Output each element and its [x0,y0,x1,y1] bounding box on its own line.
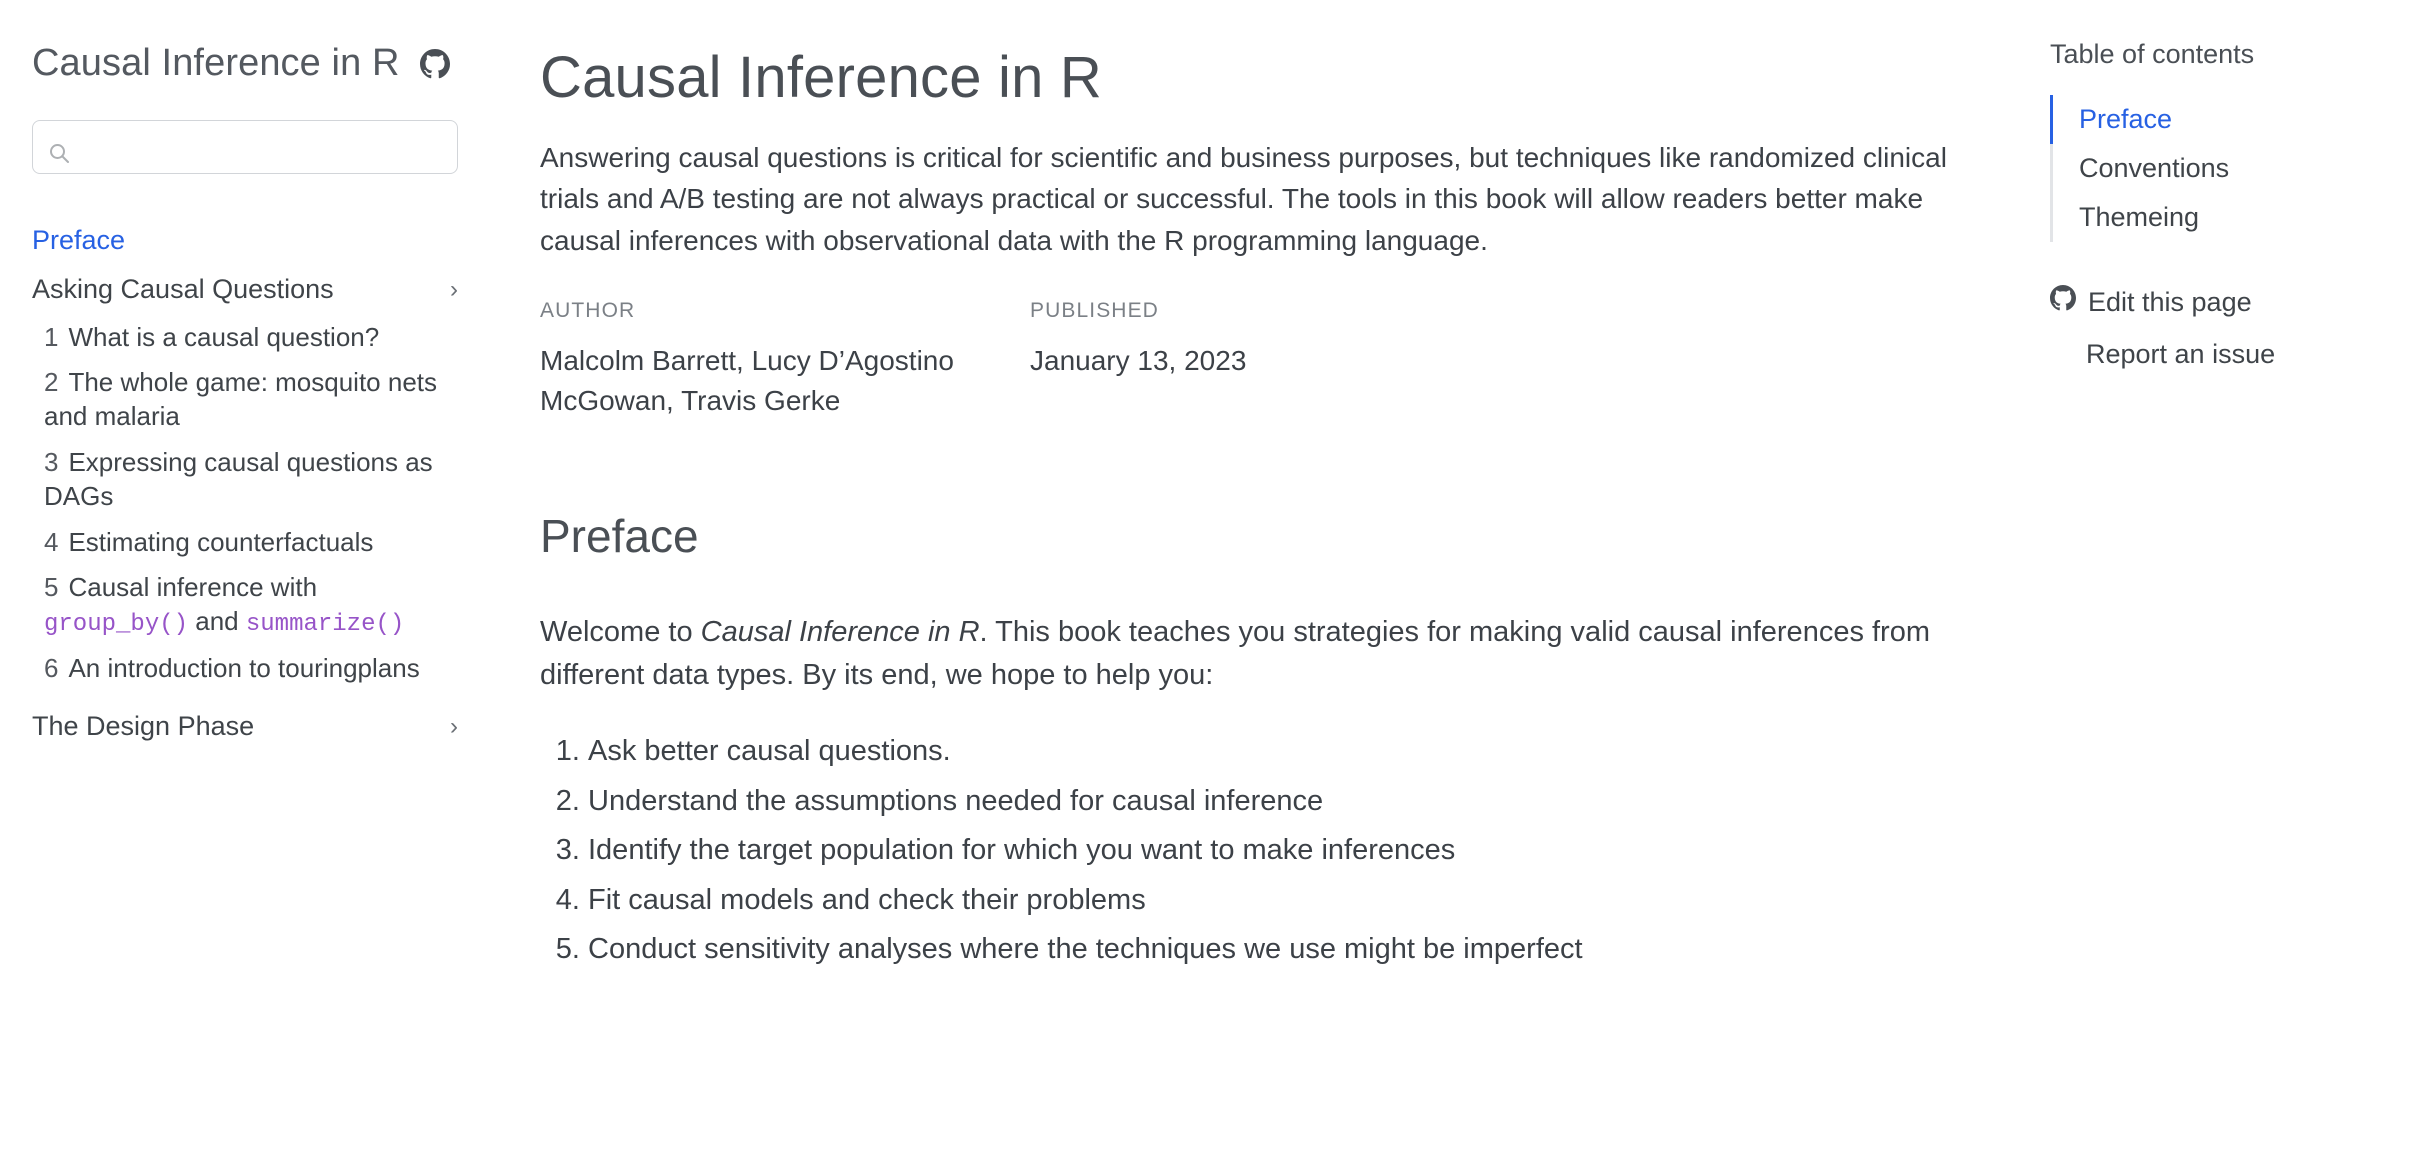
sidebar-nav [32,216,458,751]
list-item: 5. Conduct sensitivity analyses where the techniques we use might be imperfect [588,928,1990,972]
edit-this-page-label: Edit this page [2088,286,2252,317]
page-description: Answering causal questions is critical for scientific and business purposes, but techniques like randomized clinical trials and A/B testing are not always practical or successful. The tools in this book will allow readers better make causal inferences with observational data with the R programming language. [540,142,1947,256]
sidebar-item-chapter-2[interactable] [32,360,458,440]
chapter-number: 2 [44,367,59,398]
toc-item-preface[interactable]: Preface [2050,95,2380,144]
book-title-italic: Causal Inference in R [700,616,980,648]
table-of-contents [2050,0,2410,1166]
sidebar [0,0,490,1166]
edit-this-page-link[interactable] [2050,276,2380,329]
toc-list [2050,95,2380,242]
page-title: Causal Inference in R [540,45,1102,110]
github-icon[interactable] [420,44,450,90]
sidebar-item-label: Causal inference with group_by() and summarize() [44,572,405,639]
preface-paragraph [540,611,1960,696]
toc-item-themeing[interactable]: Themeing [2050,193,2380,242]
chapter-number: 6 [44,653,59,684]
sidebar-item-chapter-5[interactable] [32,565,458,646]
sidebar-item-label: What is a causal question? [68,321,380,352]
goals-list [540,730,1990,972]
sidebar-item-chapter-3[interactable] [32,440,458,520]
paragraph-before: Welcome to [540,616,701,648]
book-title-text: Causal Inference in R [32,42,400,84]
chapter-number: 1 [44,321,59,352]
code-group-by: group_by() [44,611,189,639]
paragraph-after: . This book teaches you strategies for making valid causal inferences from different data types. By its end, we hope to help you: [540,616,1931,691]
sidebar-item-asking-causal-questions[interactable] [32,265,458,314]
list-item: 1. Ask better causal questions. [588,730,1990,774]
author-label: AUTHOR [540,299,636,323]
document-meta [540,295,1990,422]
book-title[interactable] [32,40,458,90]
chapter-number: 4 [44,526,59,557]
github-icon [2050,282,2076,323]
published-value: January 13, 2023 [1030,344,1247,376]
published-block [1030,295,1246,422]
sidebar-item-chapter-6[interactable] [32,646,458,692]
list-item: 3. Identify the target population for which you want to make inferences [588,829,1990,873]
sidebar-item-chapter-1[interactable] [32,315,458,361]
search-box[interactable] [32,120,458,174]
list-item: 2. Understand the assumptions needed for causal inference [588,780,1990,824]
chevron-right-icon[interactable]: › [450,276,458,304]
author-value: Malcolm Barrett, Lucy D’Agostino McGowan, Travis Gerke [540,344,954,417]
main-content [490,0,2050,1166]
toc-title: Table of contents [2050,39,2255,69]
sidebar-item-preface[interactable] [32,216,458,265]
search-input[interactable] [81,131,443,164]
list-item: 4. Fit causal models and check their problems [588,879,1990,923]
search-icon [47,135,71,159]
chapter-number: 3 [44,446,59,477]
toc-item-conventions[interactable]: Conventions [2050,144,2380,193]
author-block [540,295,1030,422]
published-label: PUBLISHED [1030,299,1159,323]
section-heading-preface: Preface [540,510,699,562]
sidebar-item-label: Expressing causal questions as DAGs [44,446,433,511]
sidebar-item-label: The whole game: mosquito nets and malaria [44,367,438,432]
chapter-number: 5 [44,572,59,603]
sidebar-item-chapter-4[interactable] [32,520,458,566]
report-an-issue-label: Report an issue [2086,339,2276,370]
sidebar-item-the-design-phase[interactable] [32,702,458,751]
chevron-right-icon[interactable]: › [450,713,458,741]
code-summarize: summarize() [245,611,405,639]
sidebar-item-label: Asking Causal Questions [32,274,334,305]
sidebar-item-label: The Design Phase [32,711,255,742]
sidebar-item-label: Estimating counterfactuals [68,526,374,557]
sidebar-item-label: Preface [32,225,126,256]
report-an-issue-link[interactable] [2050,328,2380,381]
sidebar-item-label: An introduction to touringplans [68,653,420,684]
